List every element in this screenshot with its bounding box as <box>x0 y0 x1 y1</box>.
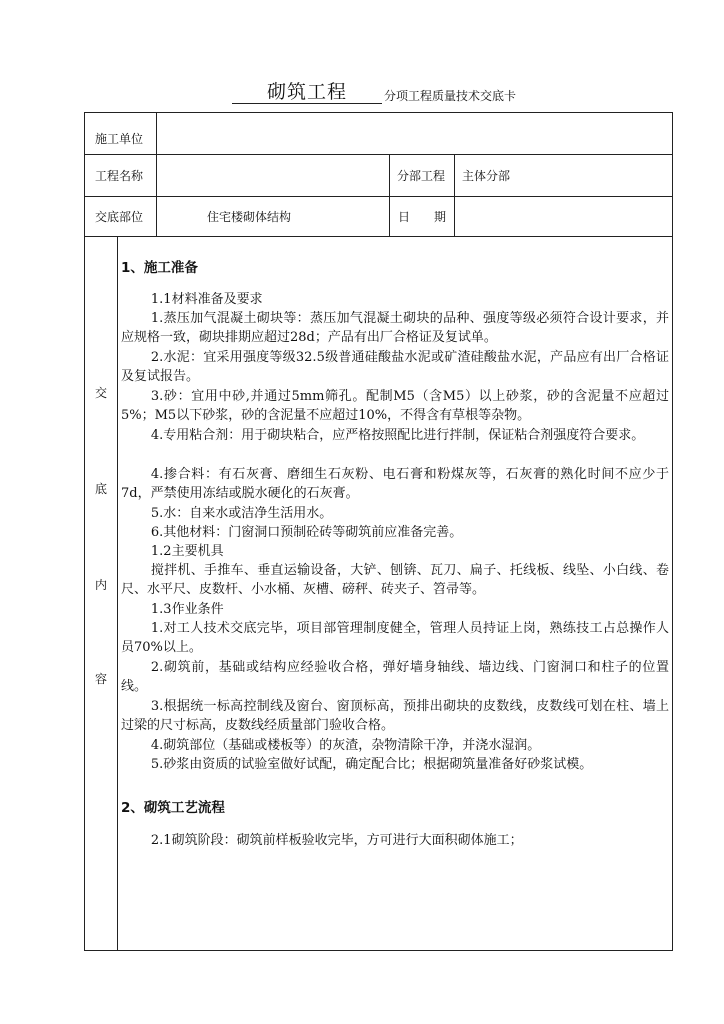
division-label: 分部工程 <box>397 169 446 183</box>
disclosure-form-table <box>84 112 673 951</box>
side-label-char: 内 <box>94 578 107 592</box>
paragraph: 1.2主要机具 <box>150 544 224 559</box>
side-label-char: 底 <box>94 482 107 496</box>
col-divider <box>389 154 390 237</box>
row-divider <box>85 196 672 197</box>
col-divider <box>156 113 157 237</box>
unit-label: 施工单位 <box>95 132 144 146</box>
paragraph: 4.砌筑部位（基础或楼板等）的灰渣，杂物清除干净，并浇水湿润。 <box>150 738 541 753</box>
paragraph: 6.其他材料：门窗洞口预制砼砖等砌筑前应准备完善。 <box>150 525 463 540</box>
col-divider <box>454 154 455 237</box>
side-label-char: 交 <box>94 386 107 400</box>
paragraph: 5.水：自来水或洁净生活用水。 <box>150 506 333 521</box>
paragraph: 2.水泥：宜采用强度等级32.5级普通硅酸盐水泥或矿渣硅酸盐水泥，产品应有出厂合格证及复试报告。 <box>121 350 669 385</box>
title-row <box>232 82 552 106</box>
section-heading: 2、砌筑工艺流程 <box>121 800 225 816</box>
paragraph: 2.1砌筑阶段：砌筑前样板验收完毕，方可进行大面积砌体施工； <box>150 833 523 848</box>
division-value: 主体分部 <box>462 169 511 183</box>
paragraph: 1.1材料准备及要求 <box>150 292 263 307</box>
row-divider <box>85 236 672 237</box>
paragraph: 1.蒸压加气混凝土砌块等：蒸压加气混凝土砌块的品种、强度等级必须符合设计要求，并应规格一致，砌块排期应超过28d；产品有出厂合格证及复试单。 <box>121 311 669 346</box>
paragraph: 2.砌筑前，基础或结构应经验收合格，弹好墙身轴线、墙边线、门窗洞口和柱子的位置线。 <box>121 660 669 695</box>
paragraph: 3.根据统一标高控制线及窗台、窗顶标高，预排出砌块的皮数线，皮数线可划在柱、墙上过梁的尺寸标高，皮数线经质量部门验收合格。 <box>121 699 669 734</box>
location-label: 交底部位 <box>95 210 144 224</box>
paragraph: 1.3作业条件 <box>150 602 224 617</box>
document-title: 砌筑工程 <box>232 82 382 104</box>
document-subtitle: 分项工程质量技术交底卡 <box>384 89 517 103</box>
paragraph: 1.对工人技术交底完毕，项目部管理制度健全，管理人员持证上岗，熟练技工占总操作人员70%以上。 <box>121 621 669 656</box>
paragraph: 4.掺合料：有石灰膏、磨细生石灰粉、电石膏和粉煤灰等，石灰膏的熟化时间不应少于7d，严禁使用冻结或脱水硬化的石灰膏。 <box>121 467 669 502</box>
section-heading: 1、施工准备 <box>121 260 198 276</box>
location-value: 住宅楼砌体结构 <box>207 210 292 224</box>
paragraph: 3.砂：宜用中砂,并通过5mm筛孔。配制M5（含M5）以上砂浆，砂的含泥量不应超过5%；M5以下砂浆，砂的含泥量不应超过10%，不得含有草根等杂物。 <box>121 389 669 424</box>
col-divider <box>117 236 118 951</box>
side-label-char: 容 <box>94 672 107 686</box>
project-label: 工程名称 <box>95 169 144 183</box>
date-label: 日 期 <box>398 210 447 224</box>
paragraph: 5.砂浆由资质的试验室做好试配，确定配合比；根据砌筑量准备好砂浆试模。 <box>150 757 593 772</box>
paragraph: 4.专用粘合剂：用于砌块粘合，应严格按照配比进行拌制，保证粘合剂强度符合要求。 <box>150 428 645 443</box>
paragraph: 搅拌机、手推车、垂直运输设备，大铲、刨锛、瓦刀、扁子、托线板、线坠、小白线、卷尺、水平尺、皮数杆、小水桶、灰槽、磅秤、砖夹子、笤帚等。 <box>121 563 669 598</box>
row-divider <box>85 154 672 155</box>
